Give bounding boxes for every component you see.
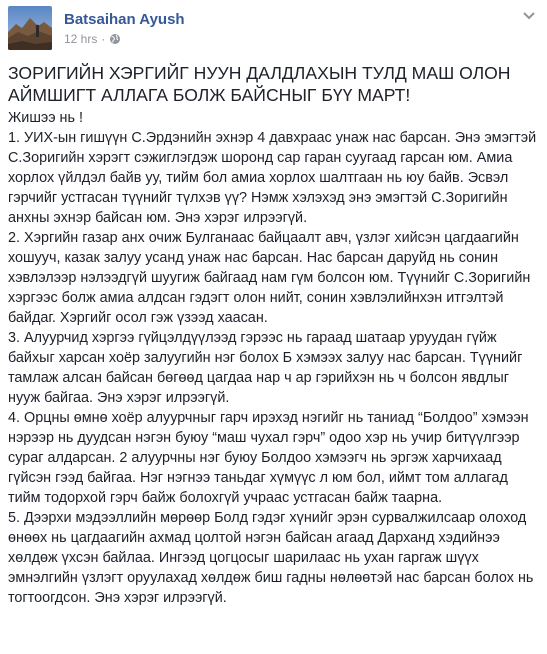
- post-item-5: 5. Дээрхи мэдээллийн мөрөөр Болд гэдэг хүнийг эрэн сурвалжилсаар олоход өнөөх нь цагдаагийн ахмад цолтой нэгэн байсан агаад Дарханд хэдийнээ хөлдөж үхсэн байлаа. Ингээд цогцосыг шарилаас нь ухан гаргаж шүүх эмнэлгийн үзлэгт оруулахад хөлдөж биш гадны нөлөөтэй нас барсан болох нь тогтоогдсон. Энэ хэрэг илрээгүй.: [8, 510, 534, 606]
- post-headline: ЗОРИГИЙН ХЭРГИЙГ НУУН ДАЛДЛАХЫН ТУЛД МАШ ОЛОН АЙМШИГТ АЛЛАГА БОЛЖ БАЙСНЫГ БҮҮ МАРТ!: [8, 63, 511, 105]
- post-item-3: 3. Алуурчид хэргээ гүйцэлдүүлээд гэрээс нь гараад шатаар уруудан гүйж байхыг харсан хоёр залуугийн нэг болох Б хэмээх залуу нас барсан. Түүнийг тамлаж алсан байсан бөгөөд цагдаа нар ч ар гэрийхэн нь ч болсон явдлыг нууж байгаа. Энэ хэрэг илрээгүй.: [8, 330, 523, 406]
- author-name[interactable]: Batsaihan Ayush: [64, 11, 185, 28]
- globe-icon[interactable]: [109, 33, 121, 48]
- post-item-1: 1. УИХ-ын гишүүн С.Эрдэнийн эхнэр 4 давхраас унаж нас барсан. Энэ эмэгтэй С.Зоригийн хэрэгт сэжиглэгдэж шоронд сар гаран суугаад гарсан юм. Амиа хорлох үйлдэл байв уу, тийм бол амиа хорлох шалтгаан нь юу байв. Эсвэл гэрчийг устгасан түүнийг түлхэв үү? Нэмж хэлэхэд энэ эмэгтэй С.Зоригийн анхны эхнэр байсан юм. Энэ хэрэг илрээгүй.: [8, 130, 537, 226]
- avatar[interactable]: [8, 6, 52, 50]
- post-item-2: 2. Хэргийн газар анх очиж Булганаас байцаалт авч, үзлэг хийсэн цагдаагийн хошууч, казак залуу усанд унаж нас барсан. Нас барсан даруйд нь сонин хэвлэлээр нэлээдгүй шуугиж байгаад нам гүм болсон юм. Түүнийг С.Зоригийн хэргээс болж амиа алдсан гэдэгт олон нийт, сонин хэвлэлийнхэн итгэлтэй байдаг. Хэргийг осол гэж үзээд хаасан.: [8, 230, 531, 326]
- post-body: [8, 62, 539, 608]
- post-header: [8, 6, 539, 50]
- meta-separator: ·: [101, 32, 106, 46]
- chevron-down-icon[interactable]: [519, 8, 539, 24]
- post-item-4: 4. Орцны өмнө хоёр алуурчныг гарч ирэхэд нэгийг нь таниад “Болдоо” хэмээн нэрээр нь дуудсан нэгэн буюу “маш чухал гэрч” одоо хэр нь учир битүүлгээр сураг алдарсан. 2 алуурчны нэг буюу Болдоо хэмээгч нь эргэж харчихаад гүйсэн гээд байгаа. Нэг нэгнээ таньдаг хүмүүс л юм бол, иймт том аллагад тийм тодорхой гэрч байж болохгүй учраас устгасан байж таарна.: [8, 410, 529, 506]
- post-intro: Жишээ нь !: [8, 110, 83, 126]
- timestamp[interactable]: 12 hrs: [64, 32, 98, 46]
- avatar-photo: [8, 6, 52, 50]
- post-meta: [64, 32, 121, 48]
